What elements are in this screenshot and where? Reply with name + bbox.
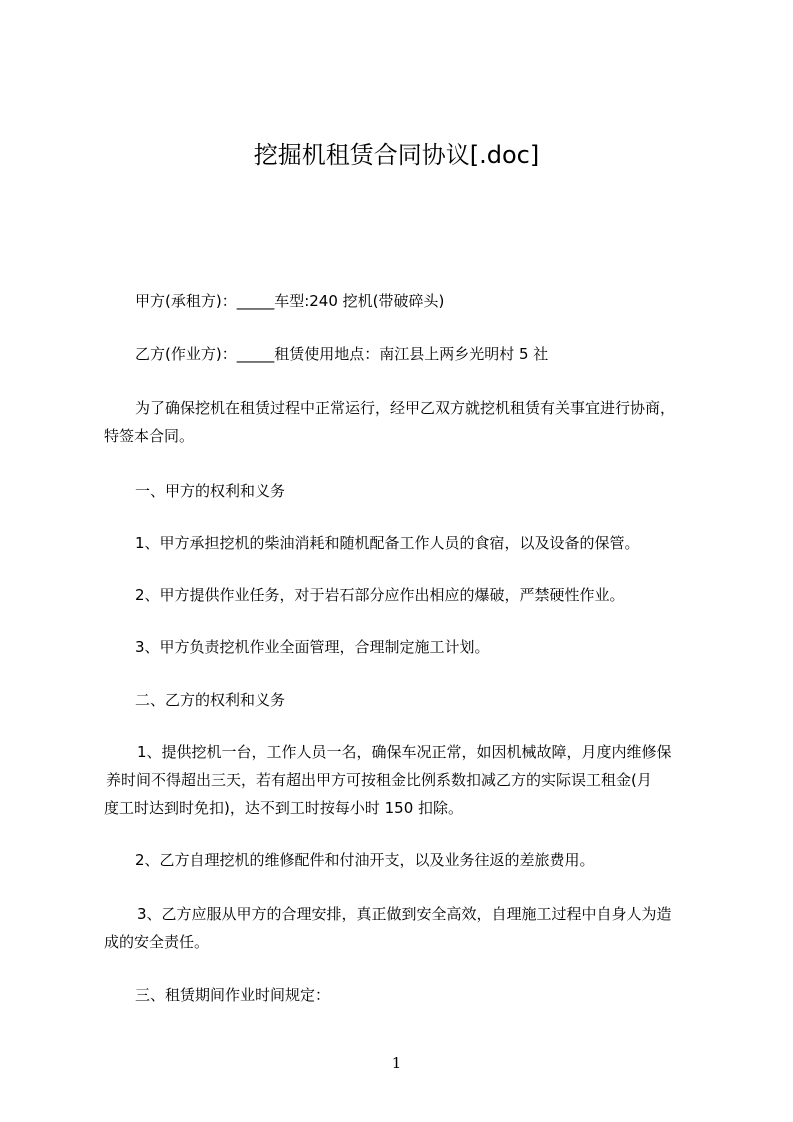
party-a-line: 甲方(承租方)：_____车型:240 挖机(带破碎头) — [135, 292, 445, 310]
party-b-line: 乙方(作业方)：_____租赁使用地点：南江县上两乡光明村 5 社 — [135, 345, 549, 363]
section1-item1: 1、甲方承担挖机的柴油消耗和随机配备工作人员的食宿，以及设备的保管。 — [135, 534, 640, 552]
intro-line-2: 特签本合同。 — [104, 427, 195, 445]
page-number: 1 — [391, 1054, 402, 1072]
section2-item1-line2: 养时间不得超出三天，若有超出甲方可按租金比例系数扣减乙方的实际误工租金(月 — [106, 771, 652, 789]
section1-item3: 3、甲方负责挖机作业全面管理，合理制定施工计划。 — [135, 638, 490, 656]
section2-heading: 二、乙方的权利和义务 — [135, 691, 286, 709]
document-title: 挖掘机租赁合同协议[.doc] — [253, 141, 540, 169]
section1-heading: 一、甲方的权利和义务 — [135, 482, 286, 500]
section2-item1-line3: 度工时达到时免扣)，达不到工时按每小时 150 扣除。 — [104, 799, 464, 817]
section1-item2: 2、甲方提供作业任务，对于岩石部分应作出相应的爆破，严禁硬性作业。 — [135, 586, 625, 604]
section2-item3-line2: 成的安全责任。 — [104, 933, 210, 951]
section2-item1-line1: 1、提供挖机一台，工作人员一名，确保车况正常，如因机械故障，月度内维修保 — [137, 743, 672, 761]
section2-item2: 2、乙方自理挖机的维修配件和付油开支，以及业务往返的差旅费用。 — [135, 851, 595, 869]
intro-line-1: 为了确保挖机在租赁过程中正常运行，经甲乙双方就挖机租赁有关事宜进行协商， — [135, 399, 676, 417]
section3-heading: 三、租赁期间作业时间规定： — [135, 986, 331, 1004]
section2-item3-line1: 3、乙方应服从甲方的合理安排，真正做到安全高效，自理施工过程中自身人为造 — [137, 905, 672, 923]
